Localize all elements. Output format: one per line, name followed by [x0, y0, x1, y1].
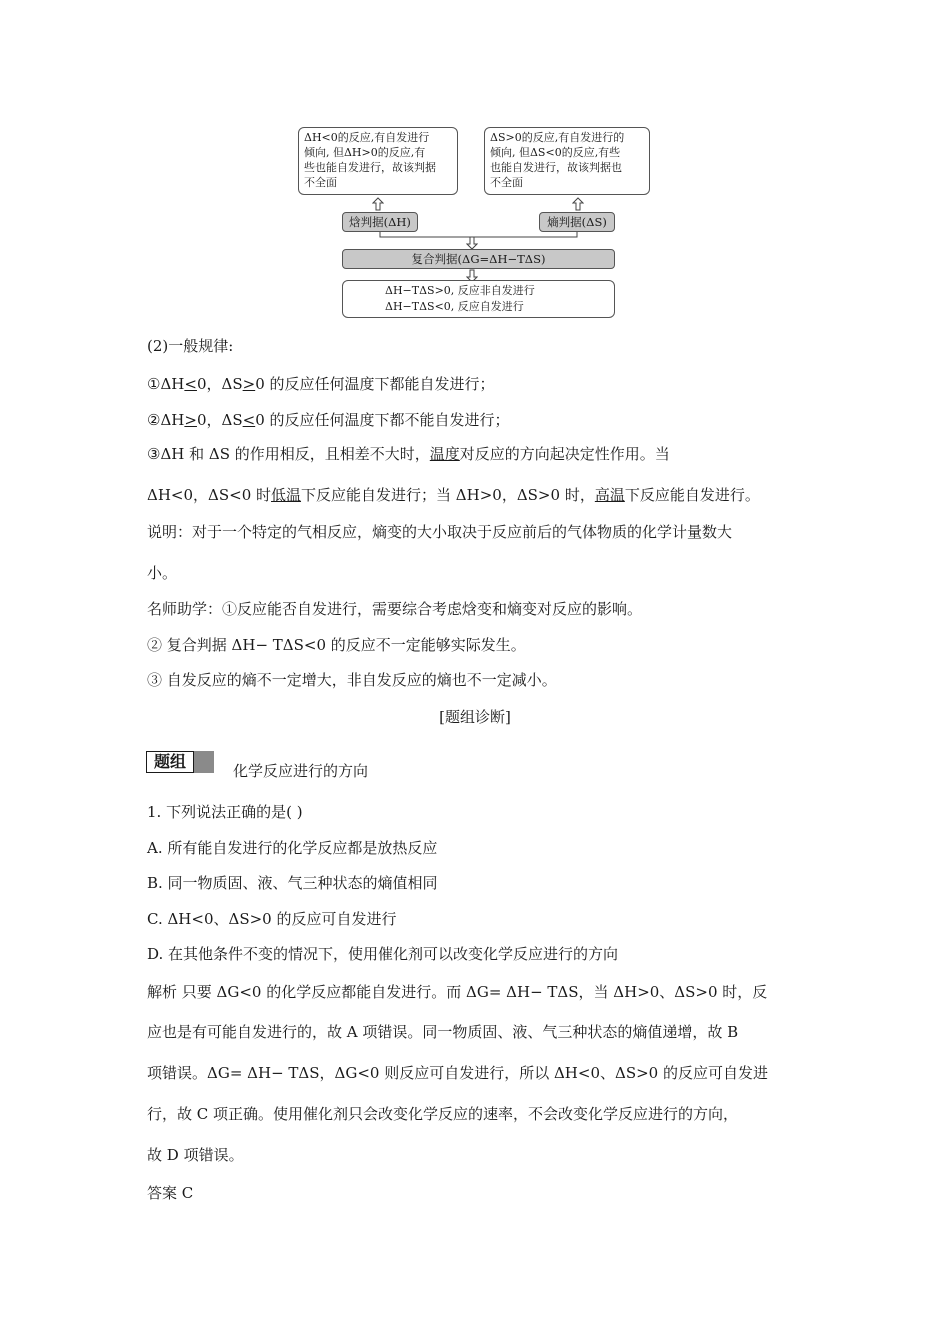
rule-1 [147, 374, 495, 394]
rule-keyword: 高温 [594, 486, 625, 504]
result-line: ΔH−TΔS<0, 反应自发进行 [385, 300, 524, 313]
note-line: 也能自发进行，故该判据也 [490, 161, 622, 174]
note-cont: 小。 [147, 564, 178, 582]
enthalpy-criterion: 焓判据(ΔH) [342, 212, 418, 232]
section-heading: (2)一般规律: [147, 337, 234, 355]
rule-text: 0，ΔS [196, 411, 243, 429]
note-line: 些也能自发进行，故该判据 [304, 161, 436, 174]
result-line: ΔH−TΔS>0, 反应非自发进行 [385, 284, 535, 297]
result-box [342, 280, 615, 318]
answer: 答案 C [147, 1184, 194, 1202]
note-line: 不全面 [490, 176, 523, 189]
rule-text: ①ΔH [147, 375, 185, 393]
criteria-diagram [296, 124, 625, 320]
note-line: ΔS>0的反应,有自发进行的 [490, 131, 625, 144]
rule-keyword: 温度 [429, 445, 460, 463]
group-tag-label: 题组 [147, 752, 193, 772]
rule-2 [147, 410, 510, 430]
note-line: 倾向, 但ΔH>0的反应,有 [304, 146, 426, 159]
analysis-line: 行，故 C 项正确。使用催化剂只会改变化学反应的速率，不会改变化学反应进行的方向， [147, 1105, 739, 1123]
rule-text: 下反应能自发进行；当 ΔH>0，ΔS>0 时， [301, 486, 595, 504]
option-b: B. 同一物质固、液、气三种状态的熵值相同 [147, 874, 438, 892]
note: 说明：对于一个特定的气相反应，熵变的大小取决于反应前后的气体物质的化学计量数大 [147, 523, 733, 541]
analysis-line: 故 D 项错误。 [147, 1146, 244, 1164]
note-line: 倾向, 但ΔS<0的反应,有些 [490, 146, 621, 159]
question: 1. 下列说法正确的是( ) [147, 803, 303, 821]
rule-sign: < [242, 411, 256, 429]
rule-sign: < [184, 375, 197, 393]
group-tag-block [194, 751, 214, 773]
composite-criterion: 复合判据(ΔG=ΔH−TΔS) [342, 249, 615, 269]
rule-3-cont [147, 485, 760, 505]
group-tag [146, 751, 214, 773]
note-line: ΔH<0的反应,有自发进行 [304, 131, 430, 144]
analysis-line: 应也是有可能自发进行的，故 A 项错误。同一物质固、液、气三种状态的熵值递增，故 B [147, 1023, 739, 1041]
tip-2: ② 复合判据 ΔH− TΔS<0 的反应不一定能够实际发生。 [147, 636, 526, 654]
option-c: C. ΔH<0、ΔS>0 的反应可自发进行 [147, 910, 397, 928]
option-d: D. 在其他条件不变的情况下，使用催化剂可以改变化学反应进行的方向 [147, 945, 619, 963]
down-arrow-icon [466, 236, 478, 250]
option-a: A. 所有能自发进行的化学反应都是放热反应 [147, 839, 438, 857]
rule-text: 下反应能自发进行。 [624, 486, 760, 504]
tip-3: ③ 自发反应的熵不一定增大，非自发反应的熵也不一定减小。 [147, 671, 557, 689]
group-title: 化学反应进行的方向 [233, 762, 369, 780]
rule-text: ②ΔH [147, 411, 185, 429]
entropy-criterion: 熵判据(ΔS) [539, 212, 615, 232]
rule-text: 0 的反应任何温度下都不能自发进行； [255, 411, 510, 429]
rule-text: 0 的反应任何温度下都能自发进行； [255, 375, 495, 393]
tip-1: 名师助学：①反应能否自发进行，需要综合考虑焓变和熵变对反应的影响。 [147, 600, 643, 618]
rule-text: ΔH<0，ΔS<0 时 [147, 486, 272, 504]
rule-text: 0，ΔS [196, 375, 243, 393]
section-label: [题组诊断] [439, 708, 511, 726]
rule-text: ③ΔH 和 ΔS 的作用相反，且相差不大时， [147, 445, 430, 463]
rule-sign: > [242, 375, 256, 393]
rule-sign: > [184, 411, 197, 429]
rule-3 [147, 444, 670, 464]
rule-text: 对反应的方向起决定性作用。当 [459, 445, 670, 463]
analysis-line: 解析 只要 ΔG<0 的化学反应都能自发进行。而 ΔG= ΔH− TΔS，当 ΔH>0、ΔS>0 时，反 [147, 983, 768, 1001]
analysis-line: 项错误。ΔG= ΔH− TΔS，ΔG<0 则反应可自发进行，所以 ΔH<0、ΔS>0 的反应可自发进 [147, 1064, 768, 1082]
note-line: 不全面 [304, 176, 337, 189]
rule-keyword: 低温 [271, 486, 302, 504]
